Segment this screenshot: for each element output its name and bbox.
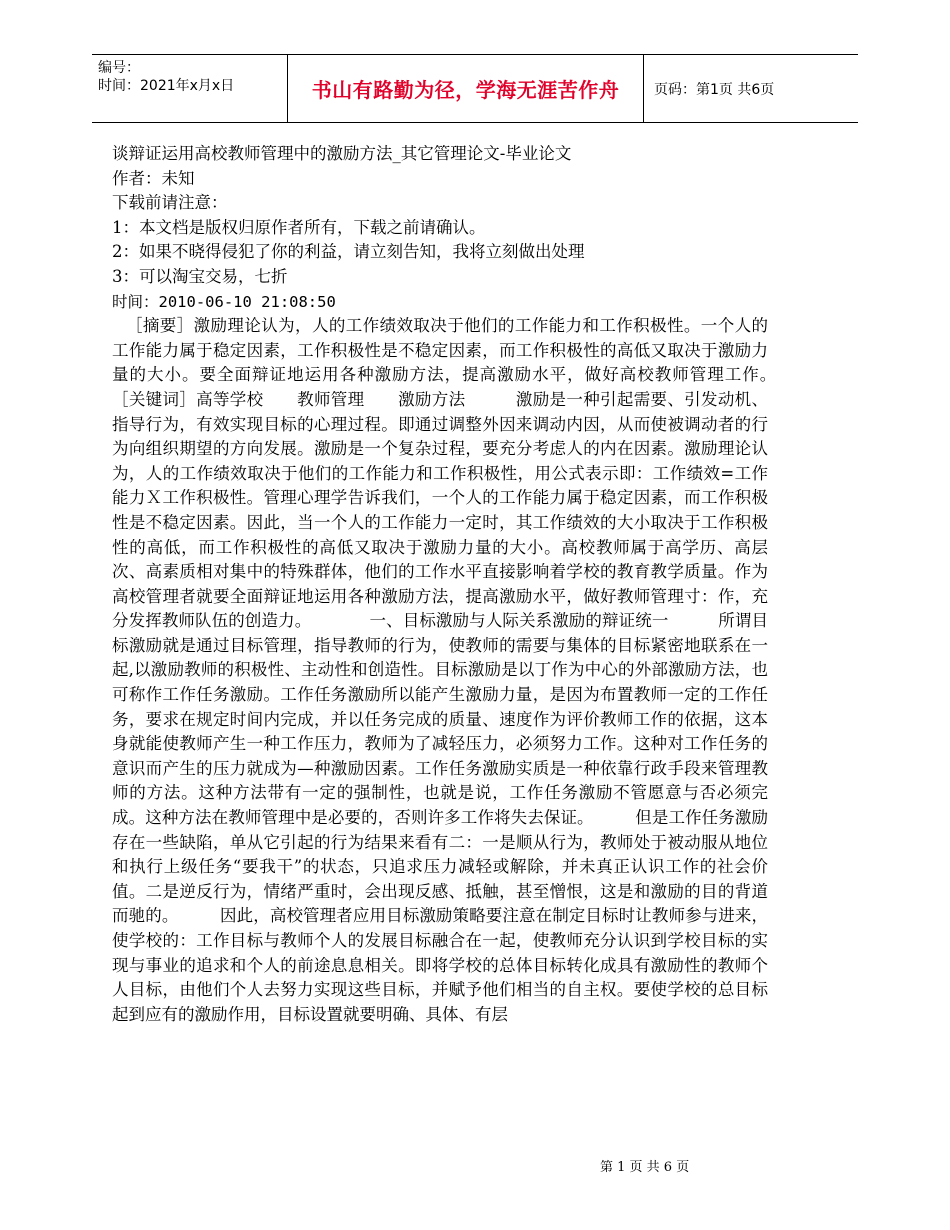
- notice-item: 3：可以淘宝交易，七折: [112, 266, 288, 286]
- document-body: [112, 142, 834, 1027]
- document-author: 作者：未知: [112, 168, 195, 188]
- number-label: 编号：: [98, 60, 140, 76]
- page-footer: 第 1 页 共 6 页: [600, 1160, 690, 1175]
- notice-item: 2：如果不晓得侵犯了你的利益，请立刻告知，我将立刻做出处理: [112, 242, 585, 262]
- document-time: 时间：2010-06-10 21:08:50: [112, 292, 336, 311]
- page-header: [92, 54, 858, 123]
- document-title: 谈辩证运用高校教师管理中的激励方法_其它管理论文-毕业论文: [112, 144, 572, 163]
- time-label: 时间：2021年x月x日: [98, 78, 235, 94]
- body-paragraph: ［摘要］激励理论认为，人的工作绩效取决于他们的工作能力和工作积极性。一个人的工作能力属于稳定因素，工作积极性是不稳定因素，而工作积极性的高低又取决于激励力量的大小。要全面辩证地运用各种激励方法，提高激励水平，做好高校教师管理工作。 ［关键词］高等学校 教师管理 激励方法 激励是一种引起需要、引发动机、指导行为，有效实现目标的心理过程。即通过调整外因来调动内因，从而使被调动者的行为向组织期望的方向发展。激励是一个复杂过程，要充分考虑人的内在因素。激励理论认为，人的工作绩效取决于他们的工作能力和工作积极性，用公式表示即：工作绩效=工作能力Ｘ工作积极性。管理心理学告诉我们，一个人的工作能力属于稳定因素，而工作积极性是不稳定因素。因此，当一个人的工作能力一定时，其工作绩效的大小取决于工作积极性的高低，而工作积极性的高低又取决于激励力量的大小。高校教师属于高学历、高层次、高素质相对集中的特殊群体，他们的工作水平直接影响着学校的教育教学质量。作为高校管理者就要全面辩证地运用各种激励方法，提高激励水平，做好教师管理寸：作，充分发挥教师队伍的创造力。 一、目标激励与人际关系激励的辩证统一 所谓目标激励就是通过目标管理，指导教师的行为，使教师的需要与集体的目标紧密地联系在一起,以激励教师的积极性、主动性和创造性。目标激励是以丁作为中心的外部激励方法，也可称作工作任务激励。工作任务激励所以能产生激励力量，是因为布置教师一定的工作任务，要求在规定时间内完成，并以任务完成的质量、速度作为评价教师工作的依据，这本身就能使教师产生一种工作压力，教师为了减轻压力，必须努力工作。这种对工作任务的意识而产生的压力就成为—种激励因素。工作任务激励实质是一种依靠行政手段来管理教师的方法。这种方法带有一定的强制性，也就是说，工作任务激励不管愿意与否必须完成。这种方法在教师管理中是必要的，否则许多工作将失去保证。 但是工作任务激励存在一些缺陷，单从它引起的行为结果来看有二：一是顺从行为，教师处于被动服从地位和执行上级任务“要我干”的状态，只追求压力减轻或解除，并未真正认识工作的社会价值。二是逆反行为，情绪严重时，会出现反感、抵触，甚至憎恨，这是和激励的目的背道而驰的。 因此，高校管理者应用目标激励策略要注意在制定目标时让教师参与进来，使学校的：工作目标与教师个人的发展目标融合在一起，使教师充分认识到学校目标的实现与事业的追求和个人的前途息息相关。即将学校的总体目标转化成具有激励性的教师个人目标，由他们个人去努力实现这些目标，并赋予他们相当的自主权。要使学校的总目标起到应有的激励作用，目标设置就要明确、具体、有层: [112, 316, 834, 1024]
- notice-item: 1：本文档是版权归原作者所有，下载之前请确认。: [112, 217, 486, 237]
- notice-heading: 下载前请注意：: [112, 193, 228, 213]
- header-motto: 书山有路勤为径，学海无涯苦作舟: [287, 55, 644, 122]
- header-page-info: 页码：第1页 共6页: [654, 81, 775, 98]
- header-meta: [92, 55, 287, 122]
